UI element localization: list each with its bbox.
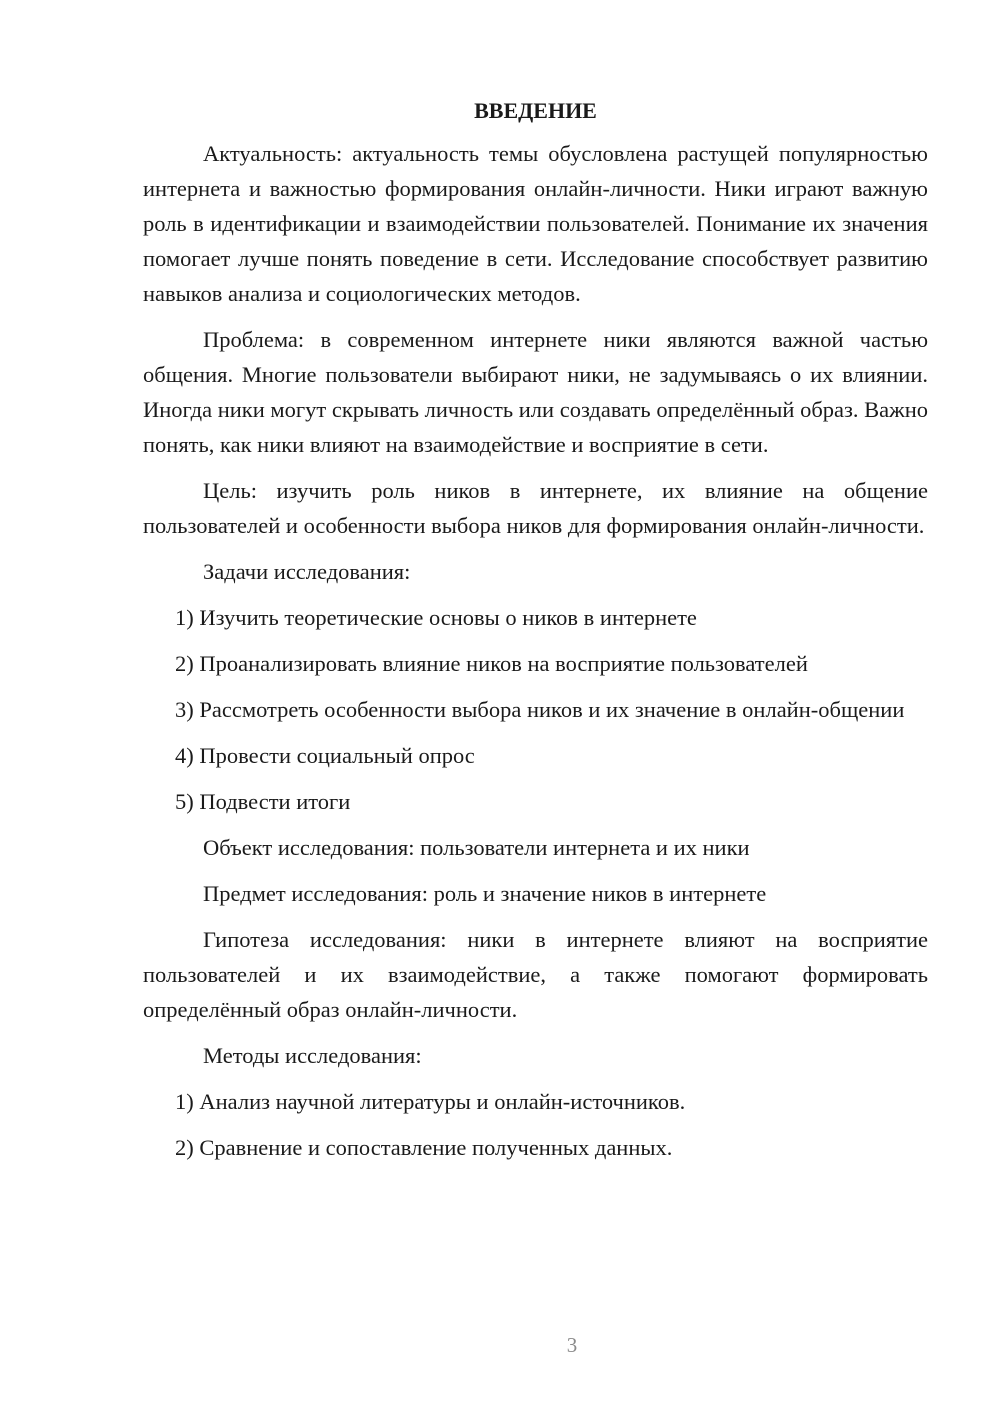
document-page [143,96,928,1176]
relevance-paragraph: Актуальность: актуальность темы обусловлена растущей популярностью интернета и важностью формирования онлайн-личности. Ники играют важную роль в идентификации и взаимодействии пользователей. Понимание их значения помогает лучше понять поведение в сети. Исследование способствует развитию навыков анализа и социологических методов. [143,141,928,306]
task-item-5: 5) Подвести итоги [175,789,351,814]
problem-paragraph: Проблема: в современном интернете ники являются важной частью общения. Многие пользователи выбирают ники, не задумываясь о их влиянии. Иногда ники могут скрывать личность или создавать определённый образ. Важно понять, как ники влияют на взаимодействие и восприятие в сети. [143,327,928,457]
methods-heading: Методы исследования: [203,1043,422,1068]
object-line: Объект исследования: пользователи интернета и их ники [203,835,750,860]
task-item-3: 3) Рассмотреть особенности выбора ников и их значение в онлайн-общении [175,697,905,722]
section-title: ВВЕДЕНИЕ [474,98,597,123]
hypothesis-paragraph: Гипотеза исследования: ники в интернете влияют на восприятие пользователей и их взаимодействие, а также помогают формировать определённый образ онлайн-личности. [143,927,928,1022]
task-item-4: 4) Провести социальный опрос [175,743,475,768]
page-number: 3 [566,1333,578,1357]
task-item-2: 2) Проанализировать влияние ников на восприятие пользователей [175,651,808,676]
method-item-2: 2) Сравнение и сопоставление полученных данных. [175,1135,673,1160]
goal-paragraph: Цель: изучить роль ников в интернете, их влияние на общение пользователей и особенности выбора ников для формирования онлайн-личности. [143,478,928,538]
method-item-1: 1) Анализ научной литературы и онлайн-источников. [175,1089,686,1114]
tasks-heading: Задачи исследования: [203,559,411,584]
subject-line: Предмет исследования: роль и значение ников в интернете [203,881,767,906]
task-item-1: 1) Изучить теоретические основы о ников в интернете [175,605,697,630]
